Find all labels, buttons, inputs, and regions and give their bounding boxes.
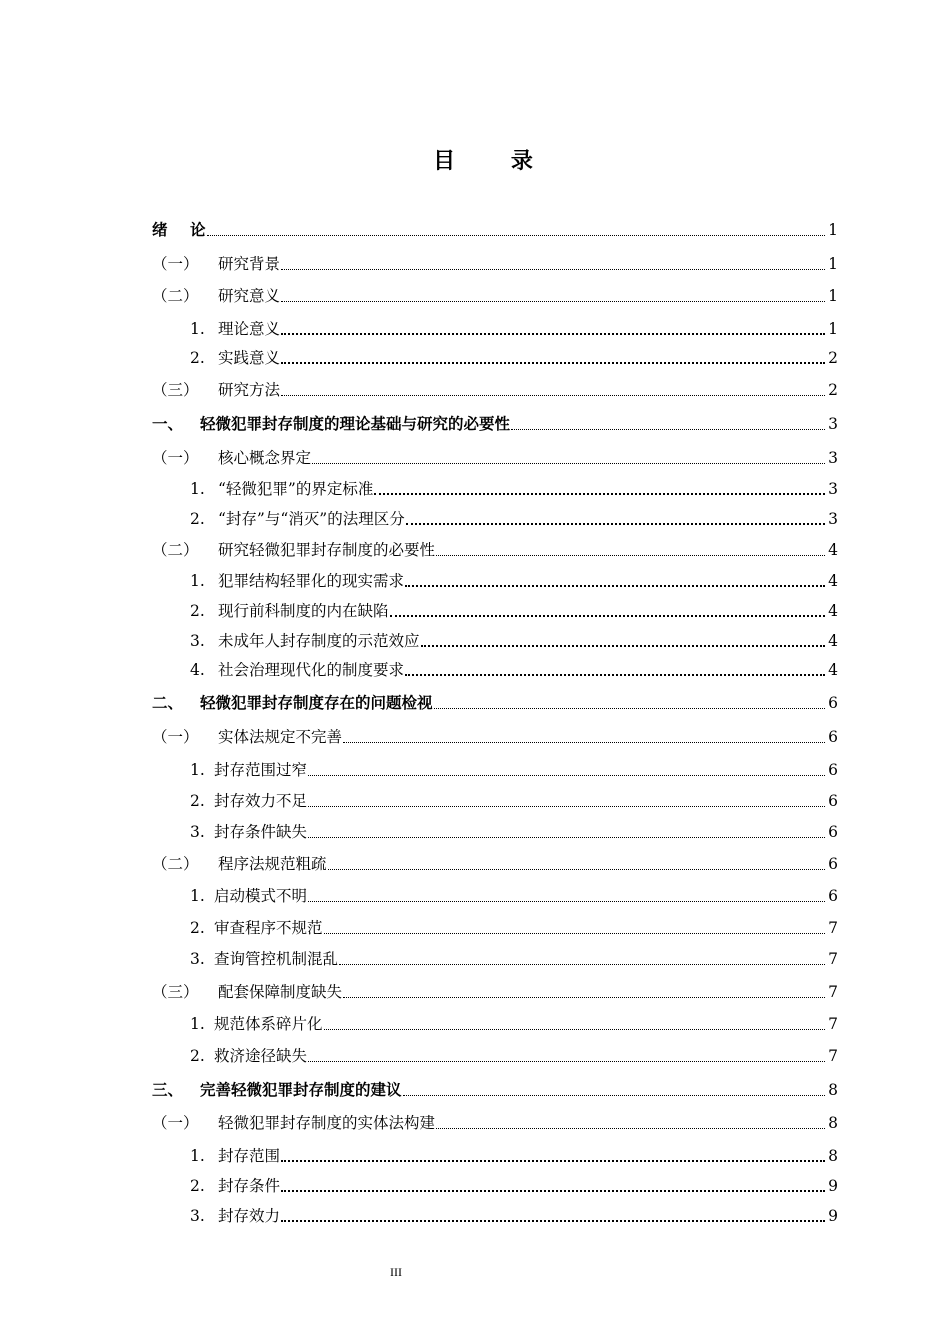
toc-entry[interactable]: [190, 760, 838, 780]
toc-entry-page: 6: [828, 823, 838, 841]
toc-entry-number: （二）: [152, 541, 199, 559]
toc-entry-number: （二）: [152, 855, 199, 873]
toc-leader-dots: [436, 1127, 825, 1129]
toc-entry-number: 二、: [152, 694, 184, 712]
toc-entry-number: 2.: [190, 349, 205, 367]
toc-entry-title: 审查程序不规范: [214, 919, 323, 937]
toc-entry[interactable]: [190, 918, 838, 938]
toc-entry[interactable]: [152, 693, 838, 713]
toc-leader-dots: [324, 1028, 825, 1030]
toc-entry-number: 1.: [190, 572, 205, 590]
toc-entry[interactable]: [190, 319, 838, 339]
toc-entry-page: 7: [828, 983, 838, 1001]
toc-entry-number: 1.: [190, 1015, 205, 1033]
toc-leader-dots: [281, 394, 825, 396]
toc-leader-dots: [343, 741, 825, 743]
toc-entry-page: 4: [828, 572, 838, 590]
toc-entry-number: （三）: [152, 381, 199, 399]
toc-leader-dots: [281, 332, 825, 335]
toc-leader-dots: [436, 554, 825, 556]
toc-leader-dots: [328, 868, 825, 870]
toc-entry-page: 6: [828, 792, 838, 810]
toc-entry[interactable]: [190, 571, 838, 591]
toc-entry-page: 9: [828, 1207, 838, 1225]
page-number: III: [390, 1265, 402, 1279]
toc-entry-page: 6: [828, 694, 838, 712]
toc-leader-dots: [281, 1189, 825, 1192]
toc-entry-title: 核心概念界定: [218, 449, 312, 467]
toc-entry[interactable]: [152, 1080, 838, 1100]
toc-entry[interactable]: [190, 1176, 838, 1196]
toc-entry-title: 社会治理现代化的制度要求: [218, 661, 405, 679]
toc-entry-title: 现行前科制度的内在缺陷: [218, 602, 389, 620]
toc-entry-title: 封存条件缺失: [214, 823, 308, 841]
toc-entry[interactable]: [152, 220, 838, 240]
toc-entry-page: 2: [828, 381, 838, 399]
toc-leader-dots: [421, 644, 825, 647]
toc-entry-page: 4: [828, 602, 838, 620]
toc-entry-page: 7: [828, 1047, 838, 1065]
toc-leader-dots: [281, 300, 825, 302]
toc-entry-title: 犯罪结构轻罪化的现实需求: [218, 572, 405, 590]
toc-entry-title: 轻微犯罪封存制度的理论基础与研究的必要性: [200, 415, 511, 433]
toc-leader-dots: [403, 1094, 825, 1096]
toc-entry-title: 研究方法: [218, 381, 281, 399]
toc-entry[interactable]: [190, 631, 838, 651]
toc-leader-dots: [324, 932, 825, 934]
toc-leader-dots: [308, 836, 825, 838]
toc-entry-title: 封存效力不足: [214, 792, 308, 810]
toc-entry-title: 封存范围: [218, 1147, 281, 1165]
toc-entry-page: 3: [828, 480, 838, 498]
toc-entry-page: 1: [828, 287, 838, 305]
toc-entry-title: 封存范围过窄: [214, 761, 308, 779]
toc-entry-number: 绪: [152, 221, 168, 239]
toc-entry[interactable]: [190, 348, 838, 368]
toc-entry-number: （一）: [152, 728, 199, 746]
toc-entry-page: 7: [828, 919, 838, 937]
toc-entry[interactable]: [152, 854, 838, 874]
toc-entry-page: 3: [828, 510, 838, 528]
toc-entry-number: （二）: [152, 287, 199, 305]
toc-entry-number: 2.: [190, 1047, 205, 1065]
toc-entry-page: 4: [828, 632, 838, 650]
toc-entry-number: 2.: [190, 510, 205, 528]
toc-leader-dots: [281, 268, 825, 270]
toc-entry-number: 1.: [190, 320, 205, 338]
toc-entry-number: （一）: [152, 255, 199, 273]
toc-entry-number: 2.: [190, 792, 205, 810]
toc-entry-title: 启动模式不明: [214, 887, 308, 905]
toc-leader-dots: [511, 428, 825, 430]
toc-entry-number: （一）: [152, 449, 199, 467]
toc-entry-title: “轻微犯罪”的界定标准: [218, 480, 374, 498]
toc-entry-title: 查询管控机制混乱: [214, 950, 339, 968]
toc-leader-dots: [405, 673, 825, 676]
toc-entry-number: 2.: [190, 919, 205, 937]
toc-entry-title: 轻微犯罪封存制度的实体法构建: [218, 1114, 436, 1132]
toc-entry[interactable]: [152, 254, 838, 274]
toc-leader-dots: [308, 774, 825, 776]
toc-entry-title: 救济途径缺失: [214, 1047, 308, 1065]
toc-entry[interactable]: [190, 601, 838, 621]
toc-leader-dots: [281, 361, 825, 364]
toc-leader-dots: [339, 963, 825, 965]
toc-entry[interactable]: [190, 1014, 838, 1034]
toc-entry-title: 理论意义: [218, 320, 281, 338]
toc-entry-page: 4: [828, 661, 838, 679]
toc-entry-number: 一、: [152, 415, 184, 433]
toc-entry-number: （三）: [152, 983, 199, 1001]
toc-entry-number: 3.: [190, 1207, 205, 1225]
toc-entry-title: 封存条件: [218, 1177, 281, 1195]
toc-entry[interactable]: [152, 727, 838, 747]
toc-entry-title: 规范体系碎片化: [214, 1015, 323, 1033]
toc-entry-title: 轻微犯罪封存制度存在的问题检视: [200, 694, 433, 712]
toc-entry-number: 3.: [190, 823, 205, 841]
toc-entry-page: 3: [828, 415, 838, 433]
toc-leader-dots: [434, 707, 825, 709]
toc-entry[interactable]: [190, 509, 838, 529]
toc-entry-page: 6: [828, 728, 838, 746]
toc-leader-dots: [308, 1060, 825, 1062]
toc-entry[interactable]: [152, 286, 838, 306]
toc-leader-dots: [281, 1159, 825, 1162]
toc-entry-title: 研究轻微犯罪封存制度的必要性: [218, 541, 436, 559]
toc-entry-title: 实体法规定不完善: [218, 728, 343, 746]
toc-entry-number: 1.: [190, 480, 205, 498]
toc-leader-dots: [308, 805, 825, 807]
toc-entry-number: （一）: [152, 1114, 199, 1132]
toc-leader-dots: [405, 584, 825, 587]
toc-entry-title: “封存”与“消灭”的法理区分: [218, 510, 405, 528]
toc-entry-page: 3: [828, 449, 838, 467]
toc-entry-number: 2.: [190, 1177, 205, 1195]
toc-entry[interactable]: [190, 949, 838, 969]
toc-entry[interactable]: [190, 822, 838, 842]
toc-entry[interactable]: [190, 660, 838, 680]
toc-leader-dots: [374, 492, 825, 495]
toc-entry-title: 配套保障制度缺失: [218, 983, 343, 1001]
toc-entry[interactable]: [190, 1146, 838, 1166]
toc-entry-page: 1: [828, 255, 838, 273]
toc-entry[interactable]: [152, 540, 838, 560]
toc-entry-title: 未成年人封存制度的示范效应: [218, 632, 420, 650]
toc-leader-dots: [207, 234, 825, 236]
toc-leader-dots: [343, 996, 825, 998]
toc-entry-page: 7: [828, 950, 838, 968]
toc-entry-number: 4.: [190, 661, 205, 679]
toc-entry-number: 3.: [190, 632, 205, 650]
toc-entry-page: 2: [828, 349, 838, 367]
toc-leader-dots: [312, 462, 825, 464]
toc-leader-dots: [281, 1219, 825, 1222]
toc-entry-page: 1: [828, 221, 838, 239]
toc-entry-number: 3.: [190, 950, 205, 968]
toc-leader-dots: [390, 614, 825, 617]
toc-entry-page: 1: [828, 320, 838, 338]
toc-entry-title: 封存效力: [218, 1207, 281, 1225]
toc-entry-page: 6: [828, 761, 838, 779]
toc-entry-number: 2.: [190, 602, 205, 620]
toc-entry-page: 6: [828, 887, 838, 905]
toc-entry-title: 实践意义: [218, 349, 281, 367]
toc-entry[interactable]: [152, 1113, 838, 1133]
toc-entry-page: 6: [828, 855, 838, 873]
toc-entry-number: 1.: [190, 1147, 205, 1165]
toc-entry-page: 8: [828, 1114, 838, 1132]
toc-entry-title: 程序法规范粗疏: [218, 855, 327, 873]
toc-entry-page: 4: [828, 541, 838, 559]
toc-entry-title: 完善轻微犯罪封存制度的建议: [200, 1081, 402, 1099]
toc-entry-number: 1.: [190, 887, 205, 905]
toc-leader-dots: [308, 900, 825, 902]
page-title: 目 录: [433, 149, 557, 174]
toc-entry[interactable]: [152, 982, 838, 1002]
toc-entry-title: 研究背景: [218, 255, 281, 273]
toc-entry[interactable]: [190, 1046, 838, 1066]
toc-entry-number: 三、: [152, 1081, 184, 1099]
toc-entry[interactable]: [190, 1206, 838, 1226]
toc-entry-page: 8: [828, 1147, 838, 1165]
toc-entry-page: 7: [828, 1015, 838, 1033]
toc-entry-number: 1.: [190, 761, 205, 779]
toc-entry[interactable]: [190, 886, 838, 906]
toc-entry[interactable]: [152, 380, 838, 400]
toc-entry[interactable]: [152, 448, 838, 468]
toc-entry-page: 8: [828, 1081, 838, 1099]
toc-leader-dots: [406, 522, 825, 525]
toc-entry[interactable]: [190, 479, 838, 499]
toc-entry-page: 9: [828, 1177, 838, 1195]
toc-entry[interactable]: [190, 791, 838, 811]
toc-entry[interactable]: [152, 414, 838, 434]
toc-entry-title: 研究意义: [218, 287, 281, 305]
toc-entry-title: 论: [190, 221, 206, 239]
